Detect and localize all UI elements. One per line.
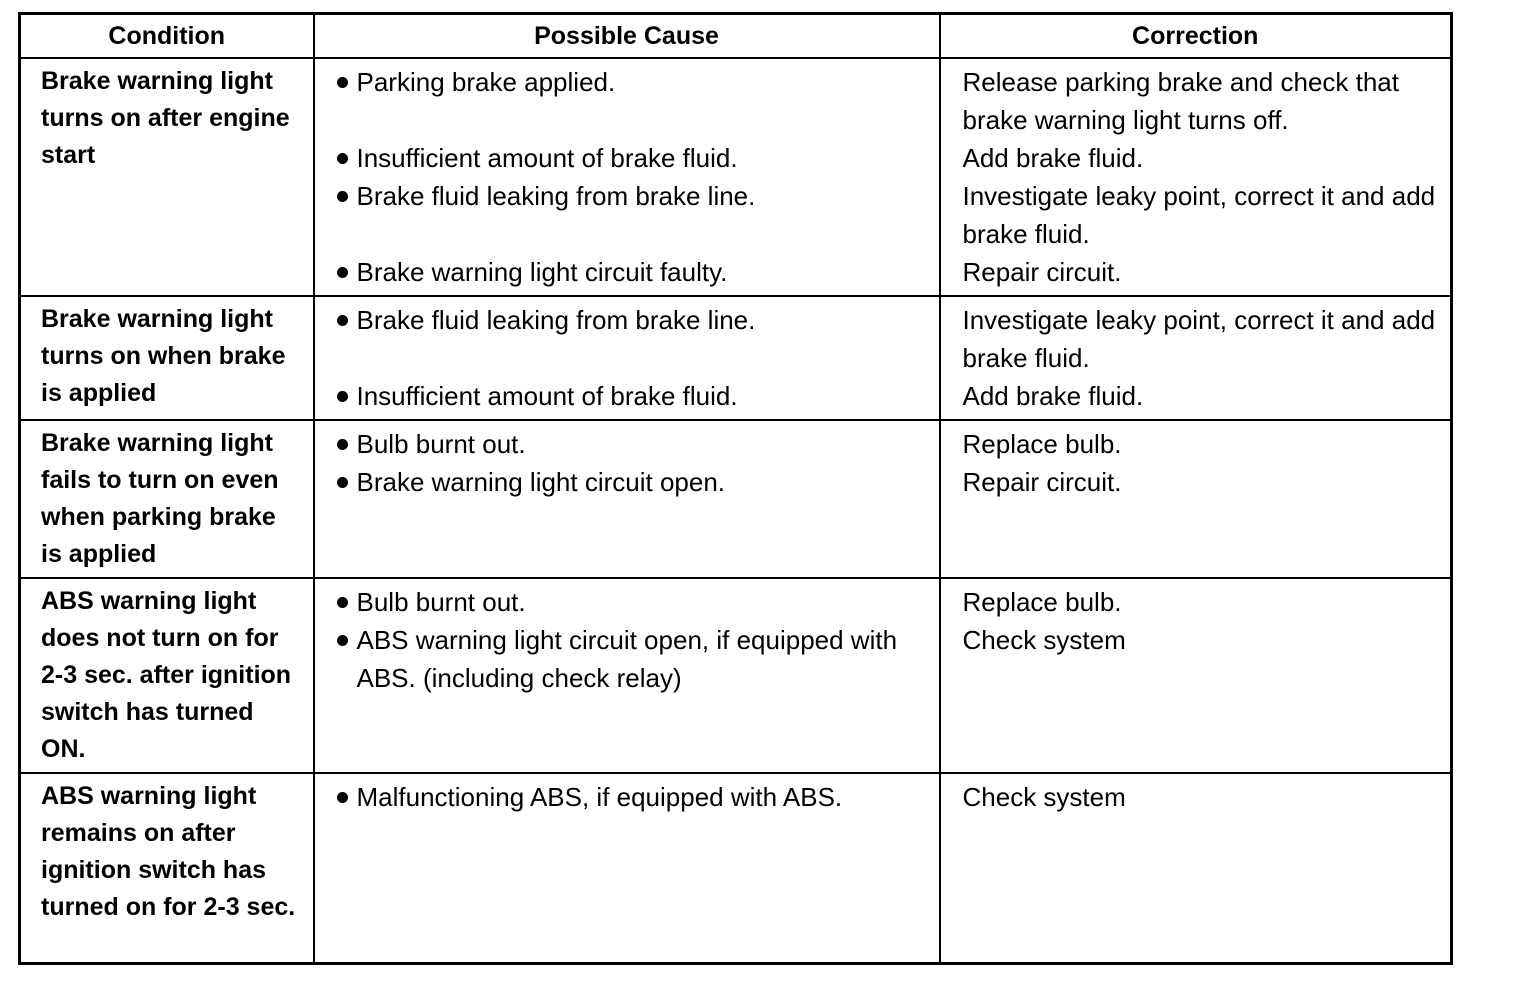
cause-item: Brake warning light circuit open. [333,463,929,501]
cause-cell [314,58,940,296]
cause-item: Brake fluid leaking from brake line. [333,301,929,339]
correction-item: Repair circuit. [962,467,1122,497]
correction-item: Investigate leaky point, correct it and add brake fluid. [962,181,1436,249]
condition-cell: Brake warning light turns on after engine start [20,58,314,296]
correction-item: Replace bulb. [962,587,1122,617]
correction-item: Investigate leaky point, correct it and add brake fluid. [962,305,1436,373]
cause-cell [314,578,940,773]
cause-item: Brake warning light circuit faulty. [333,253,929,291]
condition-cell: Brake warning light turns on when brake is applied [20,296,314,420]
table-row [20,420,1452,578]
cause-item: Parking brake applied. [333,63,929,101]
cause-cell [314,773,940,963]
cause-item: Bulb burnt out. [333,583,929,621]
condition-cell: ABS warning light does not turn on for 2-3 sec. after ignition switch has turned ON. [20,578,314,773]
table-row [20,578,1452,773]
header-correction: Correction [940,14,1452,59]
correction-cell [940,58,1452,296]
condition-cell: Brake warning light fails to turn on even when parking brake is applied [20,420,314,578]
spacer [333,101,929,139]
correction-cell [940,578,1452,773]
correction-item: Check system [962,625,1126,655]
correction-item: Release parking brake and check that brake warning light turns off. [962,67,1399,135]
cause-cell [314,296,940,420]
correction-item: Replace bulb. [962,429,1122,459]
condition-cell: ABS warning light remains on after ignition switch has turned on for 2-3 sec. [20,773,314,963]
cause-item: Insufficient amount of brake fluid. [333,139,929,177]
correction-cell [940,296,1452,420]
correction-cell [940,773,1452,963]
cause-item: Insufficient amount of brake fluid. [333,377,929,415]
cause-cell [314,420,940,578]
cause-item: Brake fluid leaking from brake line. [333,177,929,215]
header-row [20,14,1452,59]
table-row [20,296,1452,420]
table-row [20,58,1452,296]
cause-item: Malfunctioning ABS, if equipped with ABS. [333,778,929,816]
correction-item: Add brake fluid. [962,381,1144,411]
correction-item: Add brake fluid. [962,143,1144,173]
header-possible-cause: Possible Cause [314,14,940,59]
correction-item: Repair circuit. [962,257,1122,287]
troubleshooting-table [18,12,1453,965]
cause-item: Bulb burnt out. [333,425,929,463]
spacer [333,215,929,253]
cause-item: ABS warning light circuit open, if equipped with ABS. (including check relay) [333,621,929,697]
header-condition: Condition [20,14,314,59]
spacer [333,339,929,377]
correction-item: Check system [962,782,1126,812]
table-row [20,773,1452,963]
correction-cell [940,420,1452,578]
